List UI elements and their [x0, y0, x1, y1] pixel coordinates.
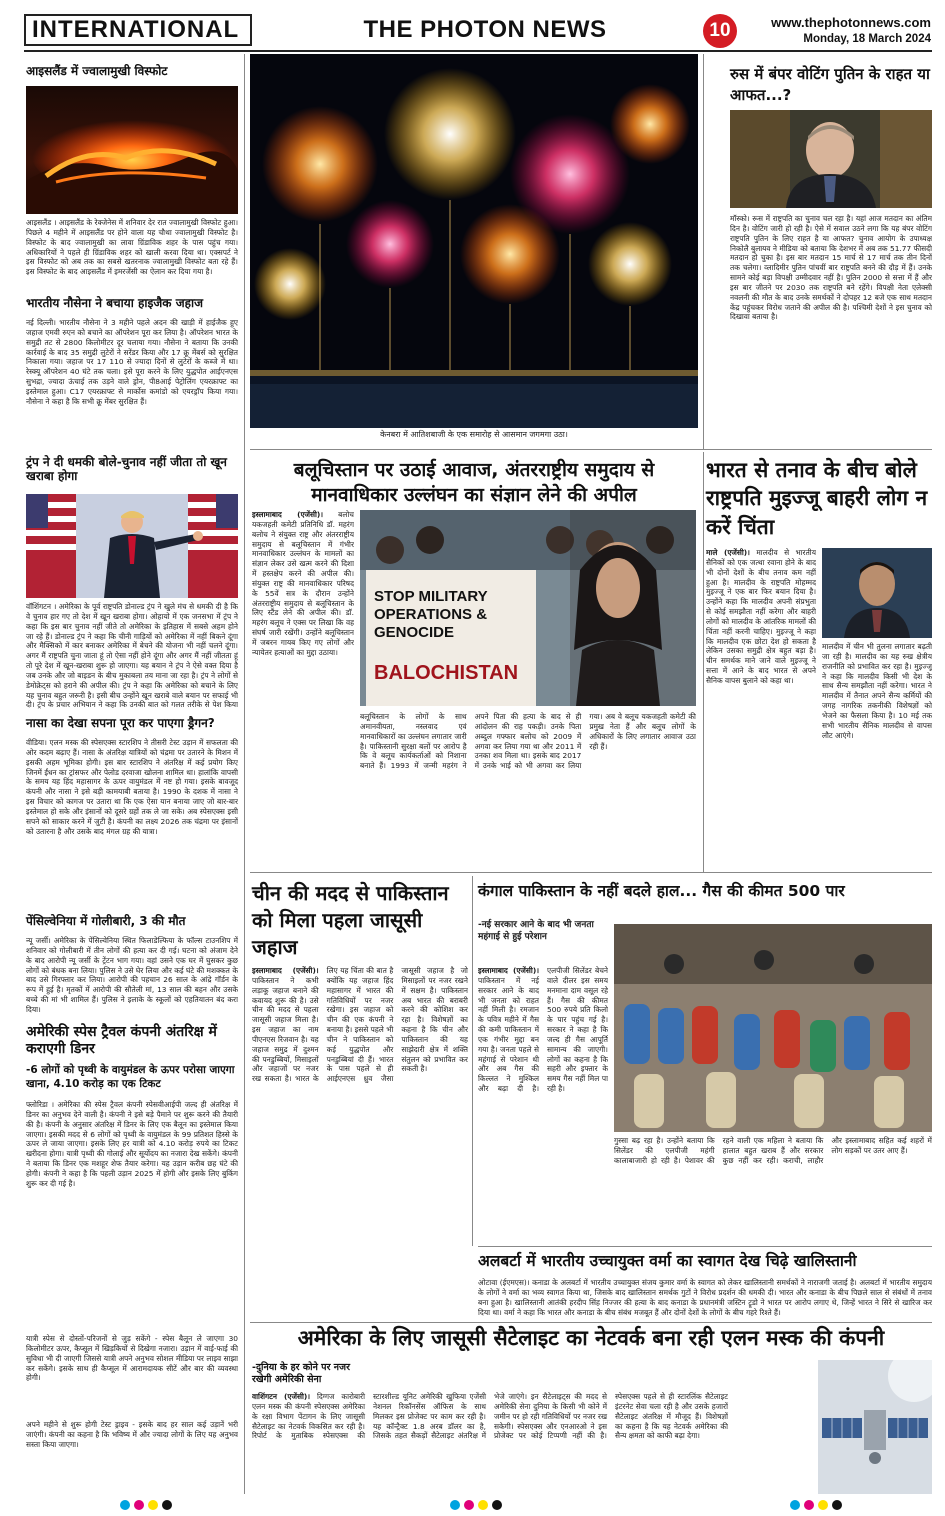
fireworks-photo [250, 54, 698, 428]
trump-rally-image [26, 494, 238, 598]
china-body-text: पाकिस्तान ने कभी लड़ाकू जहाज बनाने की कवायद शुरू की है। उसे चीन की मदद से पहला जासूसी जहाज मिला है। इस जहाज का नाम पीएनएस रिजवान है। यह जहाज समुद्र में दुश्मन की पनडुब्बियों, मिसाइलों और जहाजों पर नजर रख सकता है। भारत के लिए यह चिंता की बात है क्योंकि यह जहाज हिंद महासागर में भारत की गतिविधियों पर नजर रखेगा। इस जहाज को चीन की एक कंपनी ने बनाया है। इससे पहले भी चीन ने पाकिस्तान को कई युद्धपोत और पनडुब्बियां दी हैं। भारत के पास पहले से ही आईएनएस ध्रुव जैसा जासूसी जहाज है जो मिसाइलों पर नजर रखने में सक्षम है। पाकिस्तान अब भारत की बराबरी करने की कोशिश कर रहा है। विशेषज्ञों का कहना है कि चीन और पाकिस्तान की यह साझेदारी क्षेत्र में शक्ति संतुलन को प्रभावित कर सकती है। [252, 966, 468, 1084]
masthead-rule [24, 50, 932, 52]
column-divider-left [244, 54, 245, 1494]
registration-mark-magenta [134, 1500, 144, 1510]
space-dinner-body: फ्लोरिडा । अमेरिका की स्पेस ट्रैवल कंपनी स्पेसवीआईपी जल्द ही अंतरिक्ष में डिनर का अनुभव देने वाली है। कंपनी ने इसे बड़े पैमाने पर शुरू करने की तैयारी की है। कंपनी के अनुसार अंतरिक्ष में डिनर के लिए एक बैलून का इस्तेमाल किया जाएगा। इसकी मदद से 6 लोगों को पृथ्वी के वायुमंडल के 99 प्रतिशत हिस्से के ऊपर ले जाया जाएगा। इसके लिए हर यात्री को 4.10 करोड़ रुपये का टिकट खरीदना होगा। यात्री पृथ्वी की गोलाई और सूर्योदय का नजारा देख सकेंगे। कंपनी ने बताया कि डिनर एक मशहूर शेफ तैयार करेगा। यह उड़ान करीब छह घंटे की होगी। कंपनी ने कहा है कि पहली उड़ान 2025 में होगी और इसके लिए बुकिंग शुरू कर दी गई है। [26, 1100, 238, 1188]
nasa-headline: नासा का देखा सपना पूरा कर पाएगा ड्रैगन? [26, 716, 215, 730]
registration-mark-black-2 [492, 1500, 502, 1510]
navy-headline: भारतीय नौसेना ने बचाया हाइजैक जहाज [26, 296, 203, 310]
section-label: INTERNATIONAL [24, 14, 252, 46]
pakistan-gas-headline: कंगाल पाकिस्तान के नहीं बदले हाल... गैस की कीमत 500 पार [478, 882, 845, 900]
trump-body: वॉशिंगटन । अमेरिका के पूर्व राष्ट्रपति डोनाल्ड ट्रंप ने खुले मंच से धमकी दी है कि वे चुनाव हार गए तो देश में खून खराबा होगा। ओहायो में एक जनसभा में ट्रंप ने कहा कि इस बार चुनाव नहीं जीते तो अमेरिका के इतिहास में सबसे अहम होने जा रहे हैं। डोनाल्ड ट्रंप ने कहा कि चीनी गाड़ियों को अमेरिका में नहीं बिकने दूंगा और मैक्सिको में कार बनाकर अमेरिका में बेचने की योजना भी नहीं चलने दूंगा। अगर मैं राष्ट्रपति चुना जाता हूं तो ऐसा नहीं होने दूंगा और अगर मैं नहीं जीतता हूं तो पूरे देश में खून-खराबा शुरू हो जाएगा। यह बयान ने ट्रंप ने ऐसे वक्त दिया है जब उनके और जो बाइडन के बीच मुकाबला तय माना जा रहा है। ट्रंप ने लोगों से डेमोक्रेट्स को हराने की अपील की। ट्रंप ने कहा कि अमेरिका को बचाने के लिए यह चुनाव बहुत जरूरी है। इसी बीच उन्होंने खून खराबे वाले बयान पर सफाई भी दी। ट्रंप के प्रचार अभियान ने कहा कि उनकी बात को गलत तरीके से पेश किया [26, 602, 238, 710]
volcano-photo [26, 86, 238, 214]
fireworks-image [250, 54, 698, 428]
baloch-banner-text: STOP MILITARY OPERATIONS & GENOCIDE [374, 588, 488, 641]
issue-date: Monday, 18 March 2024 [803, 33, 931, 45]
putin-portrait-image [730, 110, 932, 208]
newspaper-title: THE PHOTON NEWS [363, 16, 607, 43]
trump-headline: ट्रंप ने दी धमकी बोले-चुनाव नहीं जीता तो खून खराबा होगा [26, 455, 227, 484]
center-rule-2 [250, 872, 932, 873]
center-divider [472, 876, 473, 1246]
musk-body-text: दिग्गज कारोबारी एलन मस्क की कंपनी स्पेसएक्स अमेरिका के रक्षा विभाग पेंटागन के लिए जासूसी सैटेलाइट का नेटवर्क विकसित कर रही है। रिपोर्ट के मुताबिक स्पेसएक्स की स्टारशील्ड यूनिट अमेरिकी खुफिया एजेंसी नेशनल रिकॉनसेंस ऑफिस के साथ मिलकर इस प्रोजेक्ट पर काम कर रही है। यह कॉन्ट्रैक्ट 1.8 अरब डॉलर का है, जिसके तहत सैकड़ों सैटेलाइट अंतरिक्ष में भेजे जाएंगे। इन सैटेलाइट्स की मदद से अमेरिकी सेना दुनिया के किसी भी कोने में जमीन पर हो रही गतिविधियों पर नजर रख सकेगी। स्पेसएक्स और एनआरओ ने इस प्रोजेक्ट पर कोई टिप्पणी नहीं की है। स्पेसएक्स पहले से ही स्टारलिंक सैटेलाइट इंटरनेट सेवा चला रही है और उसके हजारों सैटेलाइट अंतरिक्ष में मौजूद हैं। विशेषज्ञों का कहना है कि यह नेटवर्क अमेरिका की सैन्य क्षमता को काफी बढ़ा देगा। [252, 1392, 728, 1441]
khalistan-body: ओटावा (ईएमएस)। कनाडा के अलबर्टा में भारतीय उच्चायुक्त संजय कुमार वर्मा के स्वागत को लेकर खालिस्तानी समर्थकों ने नाराजगी जताई है। अलबर्टा में भारतीय समुदाय के लोगों ने वर्मा का भव्य स्वागत किया था, जिसके बाद खालिस्तान समर्थक गुटों ने विरोध प्रदर्शन की धमकी दी। भारत और कनाडा के बीच पिछले साल से संबंधों में तनाव बना हुआ है। खालिस्तानी आतंकी हरदीप सिंह निज्जर की हत्या के बाद कनाडा के प्रधानमंत्री जस्टिन ट्रूडो ने भारत पर आरोप लगाए थे, जिन्हें भारत ने सिरे से खारिज कर दिया था। वर्मा ने कहा कि भारत और कनाडा के बीच संबंध मजबूत हैं और दोनों देशों के लोगों के बीच गहरे रिश्ते हैं। [478, 1278, 932, 1317]
putin-body: मॉस्को। रूस में राष्ट्रपति का चुनाव चल रहा है। यहां आज मतदान का अंतिम दिन है। वोटिंग जारी हो रही है। ऐसे में सवाल उठने लगा कि यह बंपर वोटिंग राष्ट्रपति पुतिन के लिए राहत है या आफत? चुनाव आयोग के उपाध्यक्ष निकोलै बुलायव ने मीडिया को बताया कि देशभर में अब तक 51.77 फीसदी मतदान हो चुका है। इस बार मतदान 15 मार्च से 17 मार्च तक तीन दिनों तक चलेगा। व्लादिमीर पुतिन पांचवीं बार राष्ट्रपति बनने की दौड़ में हैं। उनके सामने कोई बड़ा विपक्षी उम्मीदवार नहीं है। पुतिन 2000 से सत्ता में हैं और इस बार जीतने पर 2030 तक राष्ट्रपति बने रहेंगे। विपक्षी नेता एलेक्सी नवलनी की मौत के बाद उनके समर्थकों ने दोपहर 12 बजे एक साथ मतदान केंद्र पहुंचकर विरोध जताने की अपील की है। पश्चिमी देशों ने इस चुनाव को दिखावा बताया है। [730, 214, 932, 322]
space-dinner-headline: अमेरिकी स्पेस ट्रैवल कंपनी अंतरिक्ष में कराएगी डिनर [26, 1024, 217, 1057]
registration-mark-black [162, 1500, 172, 1510]
maldives-headline: भारत से तनाव के बीच बोले राष्ट्रपति मुइज्जू बाहरी लोग न करें चिंता [706, 458, 928, 539]
baloch-body [252, 510, 354, 860]
pennsylvania-body: न्यू जर्सी। अमेरिका के पेंसिल्वेनिया स्थित फिलाडेल्फिया के फॉल्स टाउनशिप में शनिवार को गोलीबारी में तीन लोगों की हत्या कर दी गई। घटना को अंजाम देने के बाद आरोपी न्यू जर्सी के ट्रेंटन भाग गया। वहां उसने एक घर में घुसकर कुछ लोगों को बंधक बना लिया। पुलिस ने उसे घेर लिया और कई घंटे की मशक्कत के बाद उसे गिरफ्तार कर लिया। आरोपी की पहचान 26 साल के आंद्रे गॉर्डन के रूप में हुई है। मृतकों में आरोपी की सौतेली मां, 13 साल की बहन और उसके बच्चे की मां भी शामिल हैं। पुलिस ने इलाके के स्कूलों को एहतियातन बंद करा दिया। [26, 936, 238, 1014]
gas-cylinders-image [614, 924, 932, 1132]
khalistan-headline: अलबर्टा में भारतीय उच्चायुक्त वर्मा का स्वागत देख चिढ़े खालिस्तानी [478, 1252, 857, 1270]
fireworks-caption: केनबरा में आतिशबाजी के एक समारोह से आसमान जगमगा उठा। [380, 430, 568, 439]
space-dinner-body-2: यात्री स्पेस से दोस्तों-परिजनों से जुड़ सकेंगे - स्पेस बैलून ले जाएगा 30 किलोमीटर ऊपर, कैप्सूल में खिड़कियों से दिखेगा नजारा। उड़ान में वाई-फाई की सुविधा भी दी जाएगी जिससे यात्री अपने अनुभव सोशल मीडिया पर लाइव साझा कर सकेंगे। इसके साथ ही कैप्सूल में आरामदायक सीटें और बार की व्यवस्था होगी। [26, 1334, 238, 1383]
muizzu-portrait-image [822, 548, 932, 638]
trump-photo [26, 494, 238, 598]
navy-body: नई दिल्ली। भारतीय नौसेना ने 3 महीने पहले अदन की खाड़ी में हाईजैक हुए जहाज एमवी रुएन को बचाने का ऑपरेशन पूरा कर लिया है। ऑपरेशन भारत के समुद्री तट से 2800 किलोमीटर दूर चलाया गया। नौसेना ने बताया कि उनकी कार्रवाई के बाद 35 समुद्री लुटेरों ने सरेंडर किया और 17 क्रू मेंबर्स को सुरक्षित निकाला गया। जहाज पर 17 110 से ज्यादा दिनों से लुटेरों के कब्जे में था। रेस्क्यू ऑपरेशन 40 घंटे तक चला। इसे पूरा करने के लिए युद्धपोत आईएनएस सुभद्रा, ज्यादा ऊंचाई तक उड़ने वाले ड्रोन, पी8आई पेट्रोलिंग एयरक्राफ्ट का इस्तेमाल हुआ। C17 एयरक्राफ्ट से मार्कोस कमांडो को एयरड्रॉप किया गया। नौसेना ने कहा है कि सभी क्रू मेंबर सुरक्षित हैं। [26, 318, 238, 406]
space-dinner-subheadline: -6 लोगों को पृथ्वी के वायुमंडल के ऊपर परोसा जाएगा खाना, 4.10 करोड़ का एक टिकट [26, 1064, 235, 1090]
maldives-dateline: माले (एजेंसी)। [706, 548, 750, 557]
baloch-body-text: बलोच यकजहती कमेटी प्रतिनिधि डॉ. महरंग बलोच ने संयुक्त राष्ट्र और अंतरराष्ट्रीय समुदाय से बलूचिस्तान में गंभीर मानवाधिकार उल्लंघन के मामलों का संज्ञान लेकर उसे खत्म करने की दिशा में हस्तक्षेप करने की अपील की। संयुक्त राष्ट्र की मानवाधिकार परिषद के 55वें सत्र के दौरान उन्होंने अंतरराष्ट्रीय समुदाय से बलूचिस्तान के लिए स्टैंड लेने की अपील की। डॉ. महरंग बलूच ने एक्स पर लिखा कि वह संघर्ष जारी रखेंगी। उन्होंने बलूचिस्तान में जबरन गायब किए गए लोगों और न्यायेतर हत्याओं का मुद्दा उठाया। [252, 510, 354, 657]
website-link[interactable]: www.thephotonnews.com [771, 15, 931, 30]
satellite-photo [818, 1360, 932, 1494]
pakistan-gas-subheadline: -नई सरकार आने के बाद भी जनता महंगाई से हुई परेशान [478, 920, 594, 942]
registration-mark-cyan [120, 1500, 130, 1510]
registration-mark-magenta-2 [464, 1500, 474, 1510]
gas-cylinders-photo [614, 924, 932, 1132]
registration-mark-yellow-2 [478, 1500, 488, 1510]
registration-mark-cyan-2 [450, 1500, 460, 1510]
volcano-headline: आइसलैंड में ज्वालामुखी विस्फोट [26, 64, 168, 78]
baloch-dateline: इस्लामाबाद (एजेंसी)। [252, 510, 324, 519]
pakistan-gas-body [478, 966, 608, 1130]
pakistan-gas-body-text: पाकिस्तान में नई सरकार आने के बाद भी जनता को राहत नहीं मिली है। रमजान के पवित्र महीने में गैस की कमी पाकिस्तान में एक गंभीर मुद्दा बन गया है। जनता पहले से महंगाई से परेशान थी और अब गैस की किल्लत ने मुश्किल और बढ़ा दी है। एलपीजी सिलेंडर बेचने वाले दीलर इस समय मनमाना दाम वसूल रहे हैं। गैस की कीमत 500 रुपये प्रति किलो के पार पहुंच गई है। सरकार ने कहा है कि जल्द ही गैस आपूर्ति सामान्य की जाएगी। लोगों का कहना है कि सहरी और इफ्तार के समय गैस नहीं मिल पा रही है। [478, 966, 608, 1094]
satellite-image [818, 1360, 932, 1494]
registration-mark-cyan-3 [790, 1500, 800, 1510]
maldives-body-text: मालदीव से भारतीय सैनिकों को एक जत्था रवाना होने के बाद भी दोनों देशों के बीच तनाव कम नहीं हुआ है। मालदीव के राष्ट्रपति मोहम्मद मुइज्जू ने एक बार फिर बयान दिया है। उन्होंने कहा कि मालदीव अपनी संप्रभुता से कोई समझौता नहीं करेगा और बाहरी लोगों को मालदीव के आंतरिक मामलों की चिंता नहीं करनी चाहिए। मुइज्जू ने कहा कि मालदीव एक छोटा देश हो सकता है लेकिन उसका समुद्री क्षेत्र बहुत बड़ा है। चीन समर्थक माने जाने वाले मुइज्जू ने सत्ता में आने के बाद भारत से अपने सैनिक वापस बुलाने को कहा था। [706, 548, 816, 685]
pennsylvania-headline: पेंसिल्वेनिया में गोलीबारी, 3 की मौत [26, 914, 186, 928]
baloch-body-2: बलूचिस्तान के लोगों के साथ अमानवीयता, नस्लवाद एवं मानवाधिकारों का उल्लंघन लगातार जारी है। पाकिस्तानी सुरक्षा बलों पर आरोप है कि वे बलूच कार्यकर्ताओं को निशाना बनाते हैं। 1993 में जन्मी महरंग ने अपने पिता की हत्या के बाद से ही आंदोलन की राह पकड़ी। उनके पिता अब्दुल गफ्फार बलोच को 2009 में अगवा कर लिया गया था और 2011 में उनका शव मिला था। इसके बाद 2017 में उनके भाई को भी अगवा कर लिया गया। अब वे बलूच यकजहती कमेटी की प्रमुख नेता हैं और बलूच लोगों के अधिकारों के लिए लगातार आवाज उठा रही हैं। [360, 712, 696, 771]
nasa-body: वीडिया। एलन मस्क की स्पेसएक्स स्टारशिप ने तीसरी टेस्ट उड़ान में सफलता की ओर कदम बढ़ाए हैं। नासा के अंतरिक्ष यात्रियों को चंद्रमा पर उतारने के मिशन में इसकी अहम भूमिका होगी। इस बार स्टारशिप ने अंतरिक्ष में कई प्रयोग किए जिनमें ईंधन का ट्रांसफर और पेलोड दरवाजा खोलना शामिल था। हालांकि वापसी के समय यह हिंद महासागर के ऊपर वायुमंडल में नष्ट हो गया। इसके बावजूद कंपनी और नासा ने इसे बड़ी कामयाबी बताया है। 1990 के दशक में नासा ने इस विचार को कागज पर उतारा था कि एक ऐसा यान बनाया जाए जो बार-बार इस्तेमाल हो सके और इंसानों को दूसरे ग्रहों तक ले जा सके। अब स्पेसएक्स इसी सपने को साकार करने में जुटी है। कंपनी का लक्ष्य 2026 तक चंद्रमा पर इंसानों को उतारना है और उसके बाद मंगल ग्रह की यात्रा। [26, 738, 238, 836]
musk-satellite-body [252, 1392, 728, 1494]
maldives-body [706, 548, 816, 870]
musk-dateline: वाशिंगटन (एजेंसी)। [252, 1392, 311, 1401]
registration-mark-yellow [148, 1500, 158, 1510]
baloch-banner-text-2: BALOCHISTAN [374, 662, 519, 684]
china-spyship-headline: चीन की मदद से पाकिस्तान को मिला पहला जासूसी जहाज [252, 881, 449, 959]
maldives-body-2: मालदीव में चीन भी तुलना लगातार बढ़ती जा रही है। मालदीव का यह रुख क्षेत्रीय राजनीति को प्रभावित कर रहा है। मुइज्जू ने कहा कि मालदीव किसी भी देश के साथ सैन्य समझौता नहीं करेगा। भारत ने मालदीव में तैनात अपने सैन्य कर्मियों की जगह नागरिक तकनीकी विशेषज्ञों को भेजने का फैसला किया है। 10 मई तक सभी भारतीय सैनिक मालदीव से वापस लौट आएंगे। [822, 642, 932, 740]
muizzu-photo [822, 548, 932, 638]
china-dateline: इस्लामाबाद (एजेंसी)। [252, 966, 319, 975]
column-divider-right [703, 54, 704, 449]
space-dinner-body-3: अपने महीने से शुरू होगी टेस्ट ड्राइव - इसके बाद हर साल कई उड़ानें भरी जाएंगी। कंपनी का कहना है कि भविष्य में और ज्यादा लोगों के लिए यह अनुभव सस्ता किया जाएगा। [26, 1420, 238, 1449]
musk-satellite-subheadline: -दुनिया के हर कोने पर नजर रखेगी अमेरिकी सेना [252, 1362, 350, 1386]
china-spyship-body [252, 966, 468, 1248]
volcano-eruption-image [26, 86, 238, 214]
page-number-badge: 10 [703, 14, 737, 48]
musk-satellite-headline: अमेरिका के लिए जासूसी सैटेलाइट का नेटवर्क बना रही एलन मस्क की कंपनी [297, 1326, 885, 1350]
putin-headline: रुस में बंपर वोटिंग पुतिन के राहत या आफत...? [730, 65, 930, 104]
column-divider-right-lower [703, 452, 704, 872]
registration-mark-black-3 [832, 1500, 842, 1510]
baloch-headline: बलूचिस्तान पर उठाई आवाज, अंतरराष्ट्रीय समुदाय से मानवाधिकार उल्लंघन का संज्ञान लेने की अपील [293, 459, 655, 507]
center-rule-1 [250, 449, 932, 450]
center-rule-4 [250, 1322, 932, 1323]
pakistan-gas-dateline: इस्लामाबाद (एजेंसी)। [478, 966, 539, 975]
putin-photo [730, 110, 932, 208]
volcano-body: आइसलैंड । आइसलैंड के रेक्जेनेस में शनिवार देर रात ज्वालामुखी विस्फोट हुआ। पिछले 4 महीने में आइसलैंड पर होने वाला यह चौथा ज्वालामुखी विस्फोट है। विस्फोट के बाद ज्वालामुखी का लावा ग्रिंडाविक शहर के पास पहुंच गया। अधिकारियों ने पहले ही ग्रिंडाविक शहर को खाली करवा दिया था। एक्सपर्ट ने इस विस्फोट को अब तक का सबसे खतरनाक ज्वालामुखी विस्फोट बता रहे हैं। इस विस्फोट के बाद आइसलैंड में इमरजेंसी का ऐलान कर दिया गया है। [26, 218, 238, 277]
baloch-photo [360, 510, 696, 706]
center-rule-3 [478, 1246, 932, 1247]
registration-mark-yellow-3 [818, 1500, 828, 1510]
registration-mark-magenta-3 [804, 1500, 814, 1510]
pakistan-gas-body-right: गुस्सा बढ़ रहा है। उन्होंने बताया कि सिलेंडर की एलपीजी महंगी कालाबाजारी हो रही है। पेशावर की रहने वाली एक महिला ने बताया कि हालात बहुत खराब हैं और सरकार कुछ नहीं कर रही। कराची, लाहौर और इस्लामाबाद सहित कई शहरों में लोग सड़कों पर उतर आए हैं। [614, 1136, 932, 1165]
